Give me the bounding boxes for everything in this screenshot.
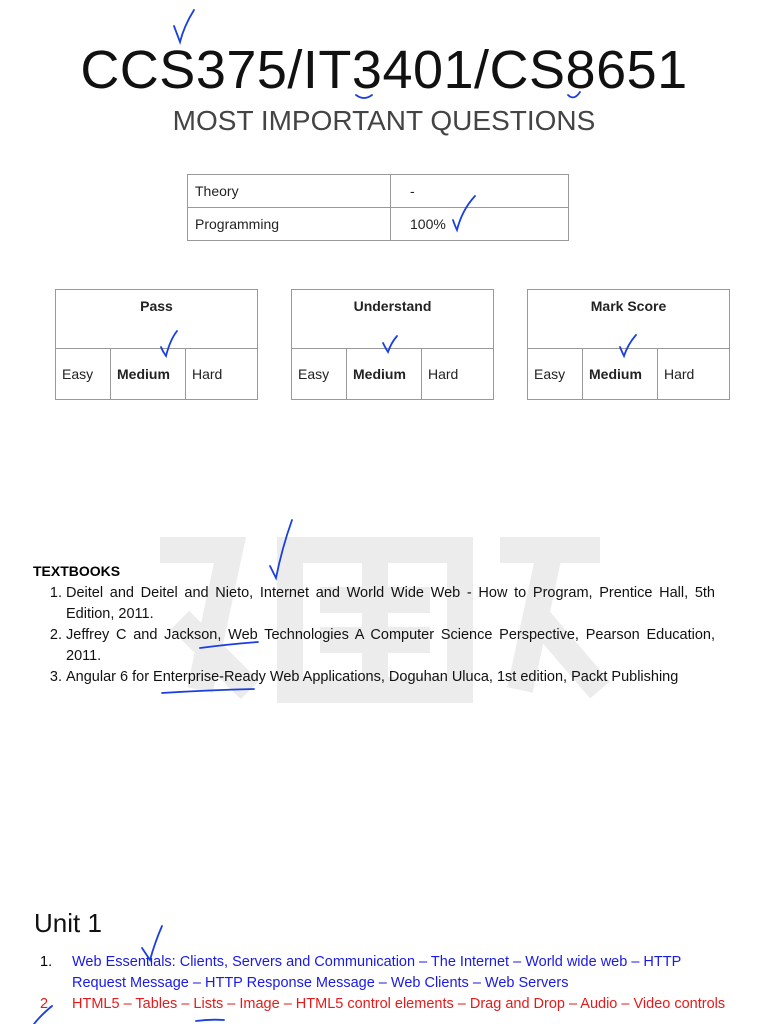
page-subtitle: MOST IMPORTANT QUESTIONS [172,105,596,136]
option-medium: Medium [347,349,422,400]
topic-text: Web Essentials: Clients, Servers and Communication – The Internet – World wide web – HTTP Request Message – HTTP Response Message – Web Clients – Web Servers [72,954,682,991]
unit-topics-list [40,952,730,1015]
option-hard: Hard [186,349,258,400]
topic-number: 2. [40,996,53,1012]
weightage-label: Theory [188,175,391,208]
topic-number: 1. [40,954,53,970]
textbooks-list [33,583,715,688]
difficulty-table-pass [55,289,258,400]
difficulty-table-title: Mark Score [528,290,730,349]
option-medium: Medium [111,349,186,400]
difficulty-table-title: Pass [56,290,258,349]
option-hard: Hard [658,349,730,400]
weightage-value: - [391,175,569,208]
option-hard: Hard [422,349,494,400]
difficulty-table-mark-score [527,289,730,400]
list-item [40,952,730,994]
table-row [188,208,569,241]
list-item [40,994,730,1015]
weightage-value: 100% [391,208,569,241]
difficulty-table-title: Understand [292,290,494,349]
option-easy: Easy [292,349,347,400]
list-item: 2. Jeffrey C and Jackson, Web Technologies A Computer Science Perspective, Pearson Education, 2011. [66,625,715,667]
option-easy: Easy [56,349,111,400]
option-medium: Medium [583,349,658,400]
underline-mark [196,1020,224,1021]
list-item: 3. Angular 6 for Enterprise-Ready Web Applications, Doguhan Uluca, 1st edition, Packt Publishing [66,667,715,688]
textbooks-heading: TEXTBOOKS [33,563,121,579]
weightage-label: Programming [188,208,391,241]
table-row [188,175,569,208]
option-easy: Easy [528,349,583,400]
page-title: CCS375/IT3401/CS8651 [80,40,688,100]
unit-heading: Unit 1 [34,908,102,938]
list-item: 1. Deitel and Deitel and Nieto, Internet and World Wide Web - How to Program, Prentice Hall, 5th Edition, 2011. [66,583,715,625]
topic-text: HTML5 – Tables – Lists – Image – HTML5 control elements – Drag and Drop – Audio – Video controls [72,996,726,1012]
difficulty-table-understand [291,289,494,400]
weightage-table [187,174,569,241]
